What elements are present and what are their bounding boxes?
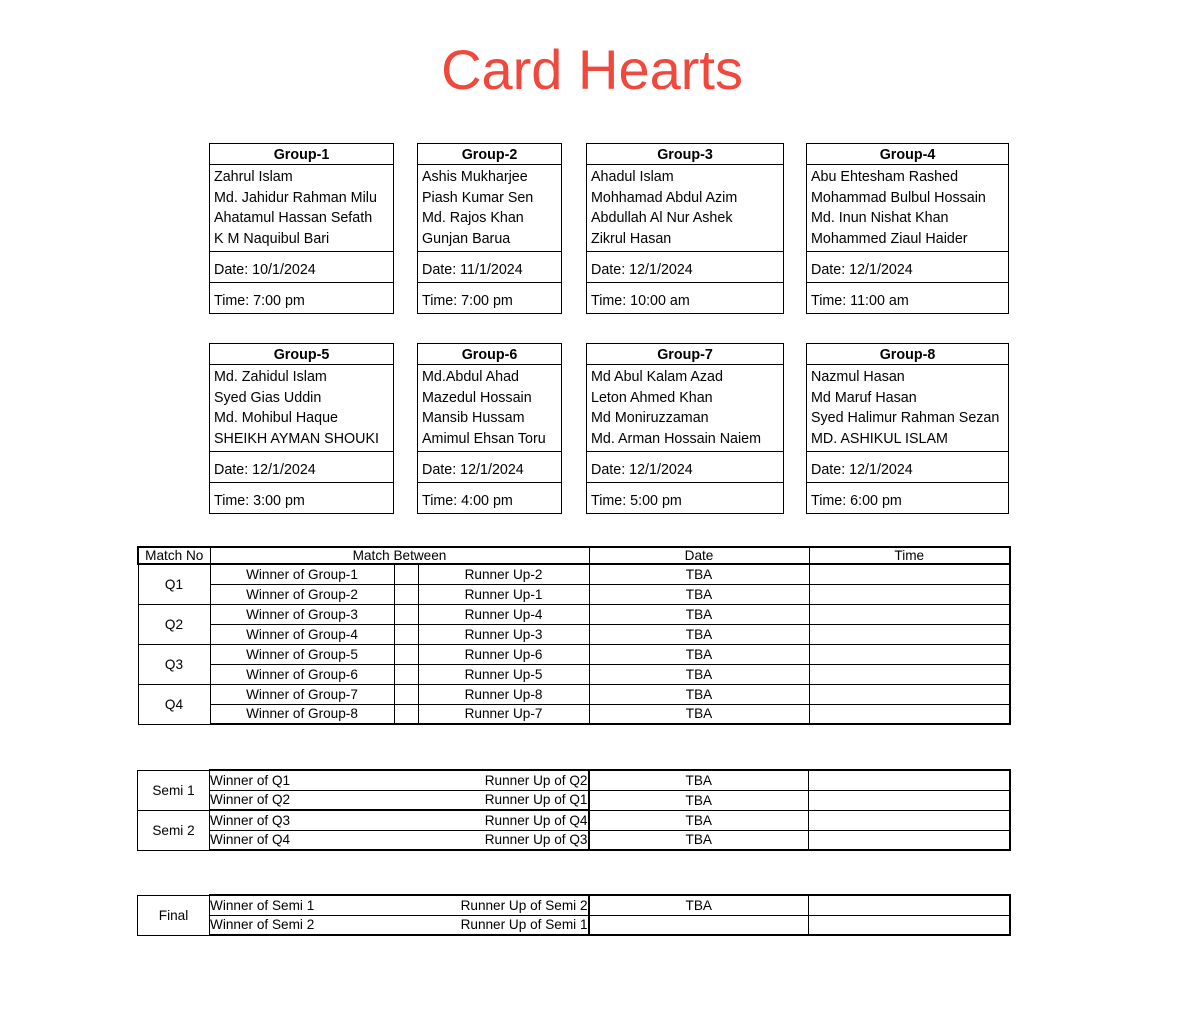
match-between-cell [210,915,589,935]
group-title: Group-2 [418,144,561,165]
match-right-cell: Runner Up-4 [418,604,589,624]
match-no-cell: Q4 [138,684,210,724]
match-date-cell: TBA [589,704,809,724]
bracket-row [138,624,1010,644]
bracket-row [138,664,1010,684]
match-time-cell [809,830,1010,850]
group-player: Mohammad Bulbul Hossain [811,189,986,206]
match-no-cell: Semi 1 [138,770,210,810]
group-date: Date: 12/1/2024 [587,452,783,483]
group-time: Time: 10:00 am [591,293,690,309]
group-title: Group-4 [807,144,1008,165]
match-separator-cell [394,584,418,604]
groups-row-bottom [0,343,1184,513]
match-no-cell: Q2 [138,604,210,644]
match-time-cell [809,810,1010,830]
match-time-cell [809,790,1010,810]
match-left-cell: Winner of Group-2 [210,584,394,604]
group-player: Md. Zahidul Islam [214,369,327,385]
match-right-label: Runner Up of Q4 [484,812,588,828]
match-time-cell [809,915,1010,935]
group-player: Md. Arman Hossain Naiem [591,430,762,447]
group-box-4 [806,143,1009,314]
match-left-label: Winner of Q4 [210,832,291,848]
match-right-cell: Runner Up-8 [418,684,589,704]
match-between-cell [210,810,589,830]
bracket-row [138,830,1010,850]
match-time-cell [809,564,1010,584]
match-between-cell [210,895,589,915]
group-player: Md. Rajos Khan [422,210,524,227]
match-right-label: Runner Up of Semi 2 [460,897,588,913]
group-player: Zikrul Hasan [591,230,672,247]
match-left-cell: Winner of Group-1 [210,564,394,584]
match-date-cell: TBA [589,644,809,664]
bracket-row [138,895,1010,915]
groups-row-top [0,143,1184,313]
col-header-match-no: Match No [138,547,210,564]
group-date: Date: 12/1/2024 [210,452,393,483]
match-right-cell: Runner Up-6 [418,644,589,664]
group-player-list [587,165,783,252]
match-right-label: Runner Up of Q2 [484,772,588,788]
semifinal-table [137,769,1011,851]
group-player: Mohammed Ziaul Haider [811,230,968,247]
match-no-cell: Semi 2 [138,810,210,850]
group-title: Group-3 [587,144,783,165]
match-date-cell: TBA [589,684,809,704]
match-date-cell: TBA [589,830,809,850]
group-time: Time: 5:00 pm [591,493,682,509]
group-player: Gunjan Barua [422,230,511,247]
group-player: MD. ASHIKUL ISLAM [811,430,948,447]
group-player: Abu Ehtesham Rashed [811,169,959,185]
match-right-cell: Runner Up-2 [418,564,589,584]
group-player: Mohhamad Abdul Azim [591,189,738,206]
bracket-row [138,915,1010,935]
match-between-cell [210,830,589,850]
group-time: Time: 6:00 pm [811,493,902,509]
group-time: Time: 7:00 pm [214,293,305,309]
col-header-match-between: Match Between [210,547,589,564]
group-player: Ahadul Islam [591,169,674,185]
group-date: Date: 12/1/2024 [807,452,1008,483]
match-right-label: Runner Up of Q1 [484,792,588,808]
group-title: Group-5 [210,344,393,365]
bracket-row [138,790,1010,810]
match-separator-cell [394,704,418,724]
match-left-label: Winner of Semi 1 [210,897,315,913]
match-date-cell: TBA [589,664,809,684]
match-date-cell: TBA [589,895,809,915]
bracket-row [138,704,1010,724]
match-date-cell: TBA [589,624,809,644]
group-box-3 [586,143,784,314]
group-player: Md Abul Kalam Azad [591,369,723,385]
match-left-label: Winner of Q3 [210,812,291,828]
group-player: Md Maruf Hasan [811,389,917,406]
group-player: Mazedul Hossain [422,389,532,406]
match-between-cell [210,770,589,790]
match-left-label: Winner of Q1 [210,772,291,788]
group-player: Nazmul Hasan [811,369,905,385]
page-title: Card Hearts [441,38,743,101]
match-time-cell [809,624,1010,644]
match-date-cell [589,915,809,935]
group-time: Time: 11:00 am [811,293,909,309]
group-player: Abdullah Al Nur Ashek [591,210,733,227]
match-right-cell: Runner Up-7 [418,704,589,724]
group-date: Date: 10/1/2024 [210,252,393,283]
bracket-row [138,770,1010,790]
group-title: Group-8 [807,344,1008,365]
group-time: Time: 4:00 pm [422,493,513,509]
match-left-cell: Winner of Group-3 [210,604,394,624]
final-table [137,894,1011,936]
group-player: K M Naquibul Bari [214,230,330,247]
match-between-cell [210,790,589,810]
match-left-cell: Winner of Group-5 [210,644,394,664]
match-right-cell: Runner Up-5 [418,664,589,684]
group-player: Mansib Hussam [422,410,525,427]
match-time-cell [809,664,1010,684]
match-date-cell: TBA [589,790,809,810]
group-box-1 [209,143,394,314]
match-right-cell: Runner Up-1 [418,584,589,604]
group-player-list [418,165,561,252]
group-title: Group-6 [418,344,561,365]
match-date-cell: TBA [589,564,809,584]
group-player-list [807,365,1008,452]
group-box-6 [417,343,562,514]
bracket-row [138,684,1010,704]
bracket-row [138,564,1010,584]
match-time-cell [809,770,1010,790]
match-date-cell: TBA [589,770,809,790]
match-time-cell [809,604,1010,624]
group-box-8 [806,343,1009,514]
match-separator-cell [394,644,418,664]
match-separator-cell [394,684,418,704]
col-header-time: Time [809,547,1010,564]
match-time-cell [809,644,1010,664]
quarterfinal-header-row [138,547,1010,564]
group-date: Date: 12/1/2024 [807,252,1008,283]
group-date: Date: 12/1/2024 [418,452,561,483]
match-separator-cell [394,664,418,684]
group-player-list [807,165,1008,252]
match-left-cell: Winner of Group-8 [210,704,394,724]
group-player: Md Moniruzzaman [591,410,709,427]
match-separator-cell [394,604,418,624]
group-box-7 [586,343,784,514]
quarterfinal-table [137,546,1011,725]
group-player: Md.Abdul Ahad [422,369,519,385]
match-date-cell: TBA [589,810,809,830]
group-player: Md. Jahidur Rahman Milu [214,189,377,206]
group-player-list [418,365,561,452]
match-time-cell [809,584,1010,604]
match-right-label: Runner Up of Q3 [484,832,588,848]
match-date-cell: TBA [589,604,809,624]
match-time-cell [809,704,1010,724]
match-left-cell: Winner of Group-6 [210,664,394,684]
group-player: Syed Gias Uddin [214,389,322,406]
group-box-5 [209,343,394,514]
group-box-2 [417,143,562,314]
group-player: Syed Halimur Rahman Sezan [811,410,1000,427]
group-time: Time: 3:00 pm [214,493,305,509]
match-right-cell: Runner Up-3 [418,624,589,644]
bracket-row [138,604,1010,624]
match-no-cell: Final [138,895,210,935]
group-player-list [587,365,783,452]
group-player: Md. Mohibul Haque [214,410,338,427]
col-header-date: Date [589,547,809,564]
group-title: Group-1 [210,144,393,165]
match-date-cell: TBA [589,584,809,604]
match-separator-cell [394,624,418,644]
group-player: Amimul Ehsan Toru [422,430,546,447]
group-title: Group-7 [587,344,783,365]
match-right-label: Runner Up of Semi 1 [460,917,588,933]
group-player: SHEIKH AYMAN SHOUKI [214,430,379,447]
bracket-row [138,810,1010,830]
group-player: Zahrul Islam [214,169,293,185]
group-player-list [210,365,393,452]
match-left-label: Winner of Q2 [210,792,291,808]
match-no-cell: Q1 [138,564,210,604]
match-time-cell [809,684,1010,704]
group-date: Date: 12/1/2024 [587,252,783,283]
match-time-cell [809,895,1010,915]
group-player: Piash Kumar Sen [422,189,534,206]
group-player: Md. Inun Nishat Khan [811,210,949,227]
match-left-cell: Winner of Group-4 [210,624,394,644]
group-player: Ahatamul Hassan Sefath [214,210,373,227]
group-player: Ashis Mukharjee [422,169,528,185]
match-no-cell: Q3 [138,644,210,684]
group-player-list [210,165,393,252]
group-time: Time: 7:00 pm [422,293,513,309]
group-player: Leton Ahmed Khan [591,389,713,406]
bracket-row [138,644,1010,664]
match-separator-cell [394,564,418,584]
match-left-cell: Winner of Group-7 [210,684,394,704]
match-left-label: Winner of Semi 2 [210,917,315,933]
bracket-row [138,584,1010,604]
group-date: Date: 11/1/2024 [418,252,561,283]
